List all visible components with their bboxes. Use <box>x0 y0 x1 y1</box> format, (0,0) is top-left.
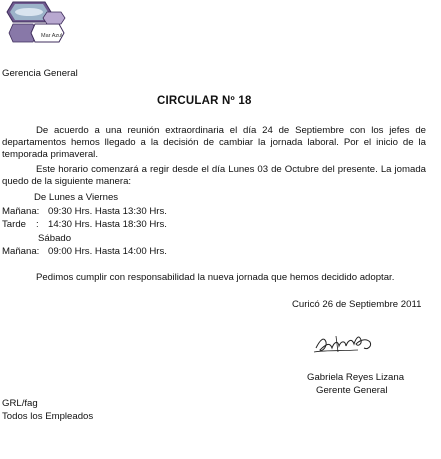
saturday-label: Sábado <box>38 233 72 244</box>
afternoon-hours: 14:30 Hrs. Hasta 18:30 Hrs. <box>48 219 167 230</box>
paragraph-1: De acuerdo a una reunión extraordinaria el día 24 de Septiembre con los jefes de departamentos hemos llegado a la decisión de cambiar la jornada laboral. Por el inicio de la temporada primaveral. <box>2 125 426 160</box>
morning-label: Mañana: <box>2 206 40 217</box>
saturday-morning-label: Mañana: <box>2 246 40 257</box>
reference-initials: GRL/fag <box>2 398 38 409</box>
morning-hours: 09:30 Hrs. Hasta 13:30 Hrs. <box>48 206 167 217</box>
recipients: Todos los Empleados <box>2 411 94 422</box>
page-title: CIRCULAR Nº 18 <box>157 95 252 107</box>
afternoon-separator: : <box>36 219 39 230</box>
schedule-weekday-label: De Lunes a Viernes <box>34 192 119 203</box>
signature-image <box>312 330 378 360</box>
signatory-name: Gabriela Reyes Lizana <box>307 372 405 383</box>
logo-text: Mar Azul <box>41 33 63 39</box>
place-date: Curicó 26 de Septiembre 2011 <box>292 299 422 310</box>
department-label: Gerencia General <box>2 68 78 79</box>
saturday-hours: 09:00 Hrs. Hasta 14:00 Hrs. <box>48 246 167 257</box>
closing-paragraph: Pedimos cumplir con responsabilidad la nueva jornada que hemos decidido adoptar. <box>36 272 395 283</box>
signatory-role: Gerente General <box>316 385 388 396</box>
company-logo <box>3 0 67 46</box>
afternoon-label: Tarde <box>2 219 26 230</box>
paragraph-2: Este horario comenzará a regir desde el día Lunes 03 de Octubre del presente. La jomada quedo de la siguiente manera: <box>2 164 426 187</box>
